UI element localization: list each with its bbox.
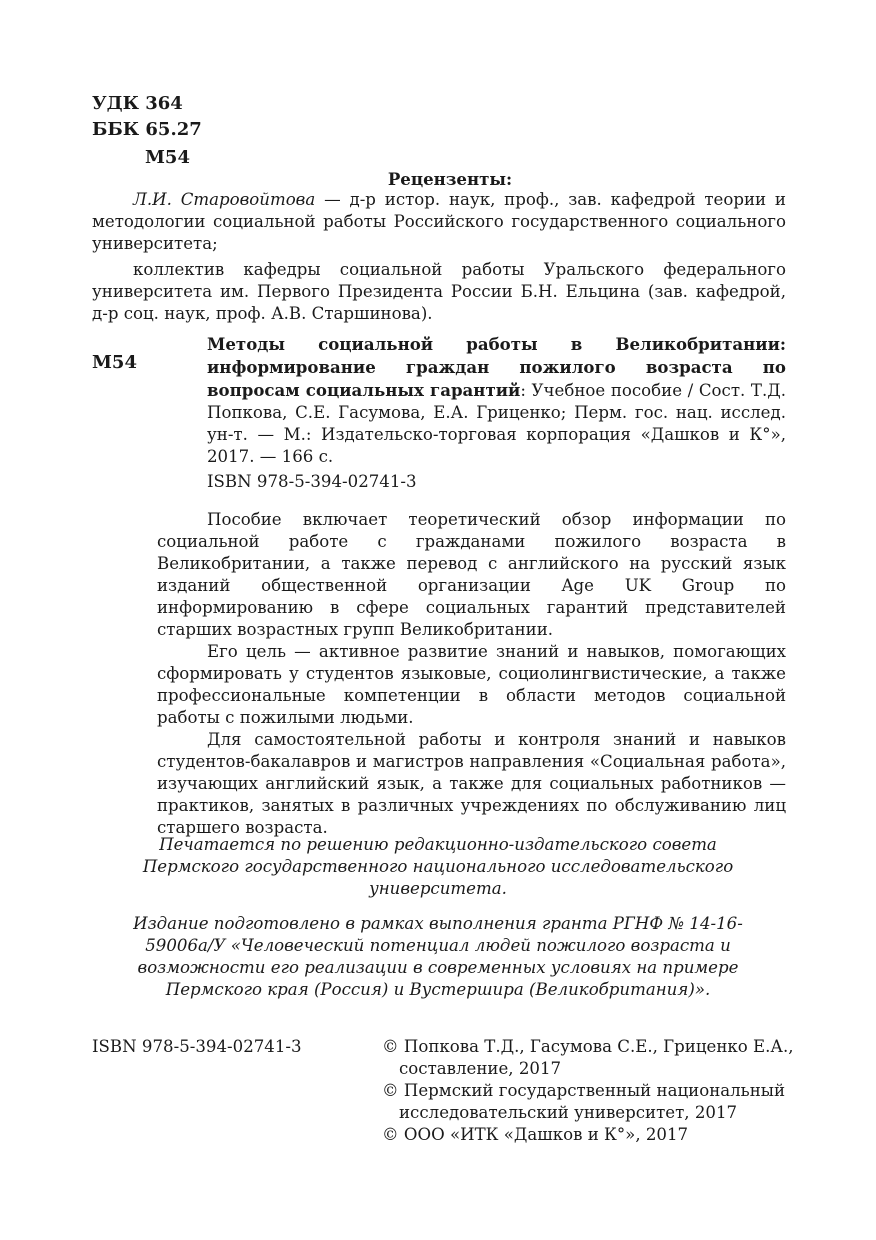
print-decision-note: Печатается по решению редакционно-издательского совета Пермского государственного национального исследовательского университета.: [142, 835, 734, 898]
reviewer-1-text: — д-р истор. наук, проф., зав. кафедрой теории и методологии социальной работы Российского государственного социального университета;: [92, 190, 786, 253]
udk-code: УДК 364: [92, 93, 183, 114]
copyright-line: составление, 2017: [399, 1059, 562, 1078]
footer-isbn: ISBN 978-5-394-02741-3: [92, 1037, 302, 1056]
entry-side-code: М54: [92, 352, 137, 373]
copyright-line: © ООО «ИТК «Дашков и К°», 2017: [382, 1125, 689, 1144]
entry-details: : Учебное пособие / Сост. Т.Д. Попкова, С.Е. Гасумова, Е.А. Гриценко; Перм. гос. нац. исслед. ун-т. — М.: Издательско-торговая корпорация «Дашков и К°», 2017. — 166 с.: [207, 381, 786, 466]
copyright-block: [382, 1036, 792, 1146]
reviewers-title: Рецензенты:: [387, 169, 513, 189]
abstract: [157, 509, 786, 839]
cutter-code: М54: [145, 147, 190, 168]
entry-title: Методы социальной работы в Великобритании: информирование граждан пожилого возраста по вопросам социальных гарантий: [207, 334, 786, 400]
abstract-paragraph: Его цель — активное развитие знаний и навыков, помогающих сформировать у студентов языковые, социолингвистические, а также профессиональные компетенции в области методов социальной работы с пожилыми людьми.: [157, 642, 786, 727]
reviewers-heading: [0, 168, 876, 190]
bbk-code: ББК 65.27: [92, 119, 202, 140]
copyright-line: © Попкова Т.Д., Гасумова С.Е., Гриценко Е.А.,: [382, 1037, 794, 1056]
abstract-paragraph: Для самостоятельной работы и контроля знаний и навыков студентов-бакалавров и магистров направления «Социальная работа», изучающих английский язык, а также для социальных работников — практиков, занятых в различных учреждениях по обслуживанию лиц старшего возраста.: [157, 730, 786, 837]
copyright-line: исследовательский университет, 2017: [399, 1103, 738, 1122]
entry-isbn: ISBN 978-5-394-02741-3: [207, 472, 417, 491]
bibliographic-entry: [207, 333, 786, 468]
reviewer-1: [92, 189, 786, 255]
reviewer-2: коллектив кафедры социальной работы Уральского федерального университета им. Первого Президента России Б.Н. Ельцина (зав. кафедрой, д-р соц. наук, проф. А.В. Старшинова).: [92, 260, 786, 323]
grant-note: Издание подготовлено в рамках выполнения гранта РГНФ № 14-16-59006а/У «Человеческий потенциал людей пожилого возраста и возможности его реализации в современных условиях на примере Пермского края (Россия) и Вустершира (Великобритания)».: [133, 914, 743, 999]
copyright-line: © Пермский государственный национальный: [382, 1081, 786, 1100]
abstract-paragraph: Пособие включает теоретический обзор информации по социальной работе с гражданами пожилого возраста в Великобритании, а также перевод с английского на русский язык изданий общественной организации Age UK Group по информированию в сфере социальных гарантий представителей старших возрастных групп Великобритании.: [157, 510, 786, 639]
reviewer-1-name: Л.И. Старовойтова: [133, 190, 316, 209]
